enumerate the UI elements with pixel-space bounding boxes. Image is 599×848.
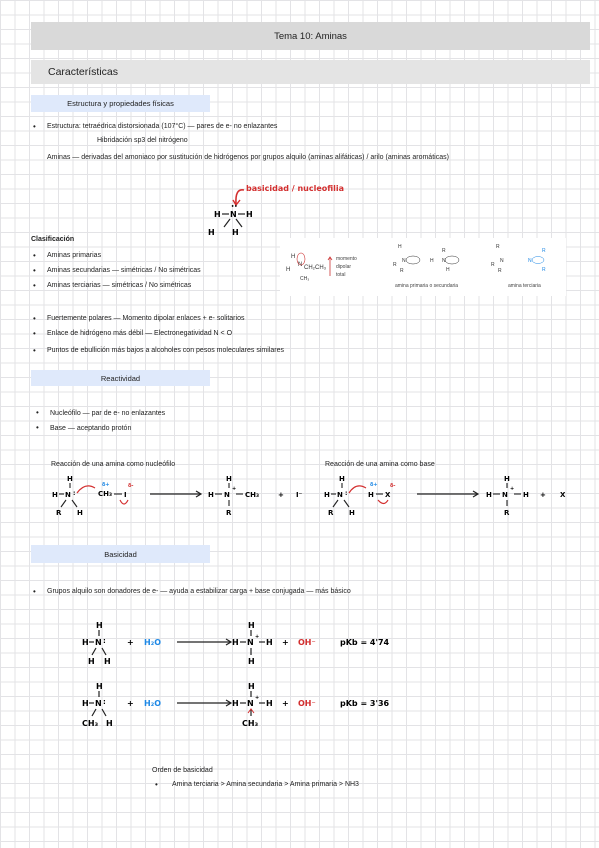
caption-total: total [336, 272, 346, 278]
svg-text:N: N [65, 491, 71, 499]
caption-momento: momento [336, 256, 357, 262]
svg-text:H: H [226, 475, 232, 483]
amines-figure [280, 238, 566, 296]
basicidad-nh3-scheme [82, 615, 390, 670]
svg-text:H: H [286, 267, 291, 273]
svg-text:+: + [540, 491, 546, 499]
bullet-dot: • [36, 423, 39, 432]
annotation-basicidad: basicidad / nucleofilia [246, 184, 345, 193]
svg-text:H: H [77, 509, 83, 517]
svg-text:CH₃: CH₃ [98, 490, 113, 498]
clasificacion-item: Aminas terciarias — simétricas / No simétricas [47, 282, 192, 289]
svg-text:R: R [542, 267, 546, 273]
basicidad-metilamina-scheme [82, 676, 390, 736]
svg-text:H: H [246, 210, 253, 219]
svg-text:H: H [232, 638, 239, 647]
svg-text:N: N [230, 210, 237, 219]
svg-text:δ-: δ- [390, 483, 396, 489]
svg-text:CH₃: CH₃ [242, 719, 259, 728]
svg-text:N: N [298, 262, 303, 268]
svg-text:X: X [560, 491, 566, 499]
svg-text:+: + [278, 491, 284, 499]
svg-text:H: H [368, 491, 374, 499]
nh3-structure [200, 178, 370, 240]
svg-text:I: I [124, 491, 127, 499]
reaccion-nucleofilo-label: Reacción de una amina como nucleófilo [51, 461, 176, 468]
propiedad-item: Enlace de hidrógeno más débil — Electronegatividad N < O [47, 330, 233, 337]
estructura-item: Estructura: tetraédrica distorsionada (107°C) — pares de e- no enlazantes [47, 123, 278, 130]
svg-text:H: H [208, 228, 215, 237]
svg-text:N: N [95, 638, 102, 647]
svg-text:+: + [232, 486, 237, 492]
svg-text:δ+: δ+ [102, 482, 110, 488]
svg-text:+: + [255, 695, 260, 701]
svg-text:H: H [523, 491, 529, 499]
svg-text:+: + [282, 699, 289, 708]
svg-text:H: H [266, 638, 273, 647]
svg-text:+: + [510, 486, 515, 492]
page-title: Tema 10: Aminas [31, 22, 590, 50]
clasificacion-item: Aminas secundarias — simétricas / No simétricas [47, 267, 201, 274]
svg-text:+: + [255, 634, 260, 640]
pill-basicidad: Basicidad [31, 545, 210, 563]
bullet-dot: • [33, 251, 36, 260]
caption-terciaria: amina terciaria [508, 283, 541, 289]
bullet-dot: • [36, 408, 39, 417]
svg-text:H: H [248, 682, 255, 691]
reactividad-item: Nucleófilo — par de e- no enlazantes [50, 410, 166, 417]
svg-text:R: R [226, 509, 232, 517]
svg-text:H: H [486, 491, 492, 499]
bullet-dot: • [33, 346, 36, 355]
svg-text:N: N [502, 491, 508, 499]
svg-text:H: H [208, 491, 214, 499]
svg-text:N: N [224, 491, 230, 499]
svg-text:H: H [96, 621, 103, 630]
aminas-definition: Aminas — derivadas del amoniaco por sustitución de hidrógenos por grupos alquilo (aminas alifáticas) / arilo (aminas aromáticas) [47, 154, 449, 161]
svg-text:R: R [56, 509, 62, 517]
svg-text:R: R [393, 262, 397, 268]
svg-text:H: H [504, 475, 510, 483]
reactividad-item: Base — aceptando protón [50, 425, 132, 432]
svg-text:N: N [442, 258, 446, 264]
pill-estructura: Estructura y propiedades físicas [31, 95, 210, 112]
svg-text:H: H [232, 699, 239, 708]
pkb-value-1: pKb = 4'74 [340, 638, 390, 647]
svg-text:R: R [442, 248, 446, 254]
caption-dipolar: dipolar [336, 264, 352, 270]
svg-text:R: R [504, 509, 510, 517]
svg-text:H: H [96, 682, 103, 691]
svg-text:X: X [385, 491, 391, 499]
svg-text:N: N [247, 638, 254, 647]
svg-text:R: R [328, 509, 334, 517]
svg-text:N: N [95, 699, 102, 708]
svg-text:δ-: δ- [128, 483, 134, 489]
svg-text:H: H [324, 491, 330, 499]
svg-text::: : [345, 490, 348, 497]
svg-text:H: H [339, 475, 345, 483]
reaccion-nucleofilo-scheme [50, 470, 320, 525]
pkb-value-2: pKb = 3'36 [340, 699, 390, 708]
svg-text:H₂O: H₂O [144, 638, 161, 647]
svg-text:H₂O: H₂O [144, 699, 161, 708]
svg-text:R: R [491, 262, 495, 268]
svg-text:N: N [247, 699, 254, 708]
propiedad-item: Fuertemente polares — Momento dipolar enlaces + e- solitarios [47, 315, 245, 322]
svg-text:H: H [398, 244, 402, 250]
svg-text:R: R [542, 248, 546, 254]
svg-text:H: H [266, 699, 273, 708]
bullet-dot: • [33, 314, 36, 323]
svg-text:H: H [349, 509, 355, 517]
svg-text:CH₂CH₃: CH₂CH₃ [304, 265, 327, 271]
svg-text:H: H [106, 719, 113, 728]
svg-text:OH⁻: OH⁻ [298, 699, 316, 708]
svg-text:+: + [127, 699, 134, 708]
svg-text:OH⁻: OH⁻ [298, 638, 316, 647]
section-header: Características [31, 60, 590, 84]
svg-text:δ+: δ+ [370, 482, 378, 488]
svg-text:H: H [104, 657, 111, 666]
svg-text:CH₃: CH₃ [245, 491, 260, 499]
svg-text:R: R [496, 244, 500, 250]
svg-text:R: R [400, 268, 404, 274]
hibridacion-text: Hibridación sp3 del nitrógeno [97, 137, 188, 144]
svg-text:H: H [88, 657, 95, 666]
svg-text:H: H [67, 475, 73, 483]
svg-text:N: N [528, 258, 532, 264]
svg-text:CH₃: CH₃ [82, 719, 99, 728]
caption-primaria: amina primaria o secundaria [395, 283, 459, 289]
svg-text:N: N [402, 258, 406, 264]
svg-text:N: N [500, 258, 504, 264]
propiedad-item: Puntos de ebullición más bajos a alcoholes con pesos moleculares similares [47, 347, 284, 354]
svg-text::: : [73, 490, 76, 497]
svg-text::: : [103, 698, 106, 706]
svg-text:H: H [82, 638, 89, 647]
bullet-dot: • [33, 587, 36, 596]
orden-item: Amina terciaria > Amina secundaria > Amina primaria > NH3 [172, 781, 359, 788]
svg-text:H: H [52, 491, 58, 499]
svg-text:+: + [127, 638, 134, 647]
svg-text:H: H [214, 210, 221, 219]
svg-text::: : [103, 637, 106, 645]
bullet-dot: • [33, 266, 36, 275]
clasificacion-item: Aminas primarias [47, 252, 102, 259]
svg-text:R: R [498, 268, 502, 274]
svg-text:H: H [232, 228, 239, 237]
reaccion-base-label: Reacción de una amina como base [325, 461, 435, 468]
bullet-dot: • [155, 780, 158, 789]
reaccion-base-scheme [322, 470, 572, 525]
svg-text:I⁻: I⁻ [296, 491, 303, 499]
svg-text:••: •• [231, 204, 238, 210]
svg-text:N: N [337, 491, 343, 499]
bullet-dot: • [33, 329, 36, 338]
orden-heading: Orden de basicidad [152, 767, 213, 774]
clasificacion-heading: Clasificación [31, 236, 75, 243]
svg-text:H: H [430, 258, 434, 264]
svg-text:CH₃: CH₃ [300, 276, 310, 282]
basicidad-item: Grupos alquilo son donadores de e- — ayuda a estabilizar carga + base conjugada — más básico [47, 588, 351, 595]
svg-text:H: H [291, 254, 296, 260]
bullet-dot: • [33, 122, 36, 131]
svg-text:+: + [282, 638, 289, 647]
svg-text:H: H [248, 657, 255, 666]
svg-text:H: H [82, 699, 89, 708]
pill-reactividad: Reactividad [31, 370, 210, 386]
bullet-dot: • [33, 281, 36, 290]
svg-text:H: H [446, 267, 450, 273]
svg-text:H: H [248, 621, 255, 630]
